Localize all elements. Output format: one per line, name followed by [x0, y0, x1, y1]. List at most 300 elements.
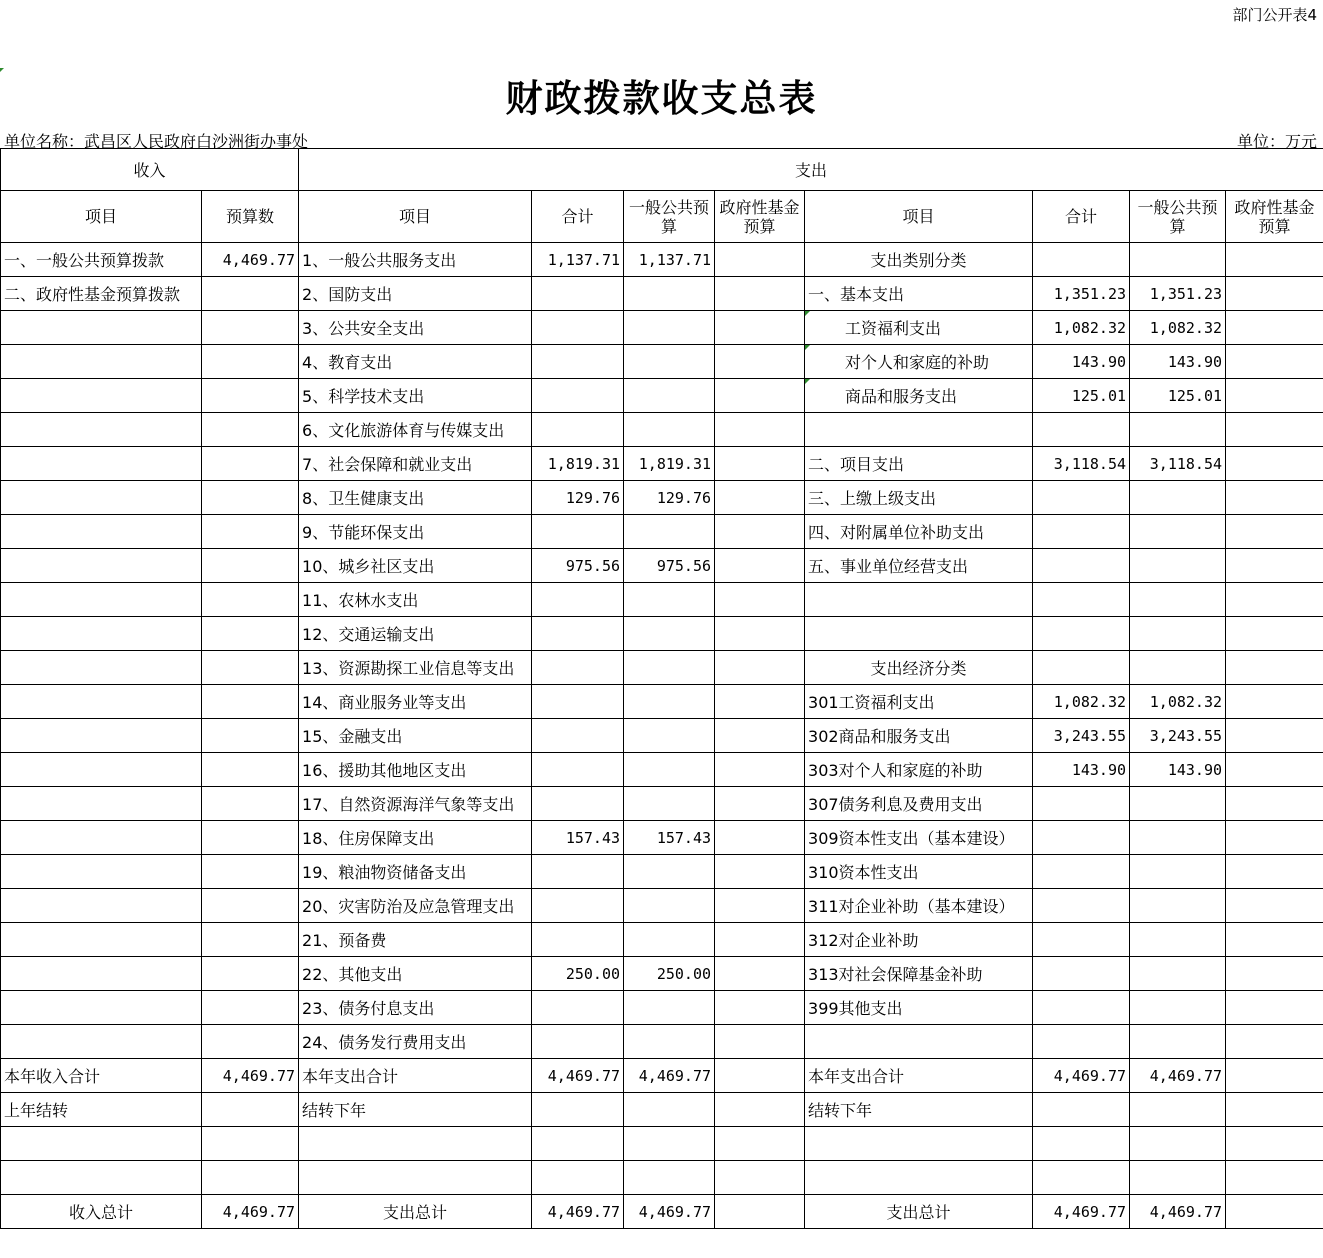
expense-fund-cell	[715, 1093, 805, 1127]
expense-total-cell	[532, 277, 624, 311]
income-group-header: 收入	[1, 149, 299, 191]
income-item-cell	[1, 311, 202, 345]
income-item-cell: 本年收入合计	[1, 1059, 202, 1093]
class-total-cell: 143.90	[1033, 345, 1130, 379]
expense-item-cell: 7、社会保障和就业支出	[299, 447, 532, 481]
expense-item-cell: 2、国防支出	[299, 277, 532, 311]
table-row	[1, 583, 1323, 617]
expense-total-cell	[532, 515, 624, 549]
fiscal-summary-table	[0, 148, 1323, 1229]
class-fund-header: 政府性基金预算	[1226, 191, 1323, 243]
class-fund-cell	[1226, 617, 1323, 651]
class-fund-cell	[1226, 1025, 1323, 1059]
table-row	[1, 719, 1323, 753]
class-total-cell: 4,469.77	[1033, 1059, 1130, 1093]
class-fund-cell	[1226, 583, 1323, 617]
table-row	[1, 821, 1323, 855]
class-total-cell	[1033, 1127, 1130, 1161]
class-total-cell	[1033, 413, 1130, 447]
class-general-cell: 3,118.54	[1130, 447, 1226, 481]
expense-total-cell	[532, 923, 624, 957]
class-total-cell: 125.01	[1033, 379, 1130, 413]
class-total-cell	[1033, 549, 1130, 583]
expense-fund-cell	[715, 379, 805, 413]
expense-item-cell: 4、教育支出	[299, 345, 532, 379]
expense-fund-cell	[715, 413, 805, 447]
class-general-cell	[1130, 243, 1226, 277]
table-row	[1, 1161, 1323, 1195]
income-budget-header: 预算数	[202, 191, 299, 243]
class-fund-cell	[1226, 345, 1323, 379]
table-row	[1, 345, 1323, 379]
class-fund-cell	[1226, 1195, 1323, 1229]
class-general-cell: 143.90	[1130, 753, 1226, 787]
currency-unit-label: 单位：万元	[1236, 132, 1317, 151]
class-total-cell: 1,082.32	[1033, 311, 1130, 345]
expense-total-cell	[532, 1093, 624, 1127]
expense-total-cell: 4,469.77	[532, 1059, 624, 1093]
income-item-cell	[1, 957, 202, 991]
expense-item-cell: 24、债务发行费用支出	[299, 1025, 532, 1059]
expense-item-cell: 14、商业服务业等支出	[299, 685, 532, 719]
class-total-cell: 3,118.54	[1033, 447, 1130, 481]
income-value-cell	[202, 889, 299, 923]
table-row	[1, 515, 1323, 549]
income-item-cell: 一、一般公共预算拨款	[1, 243, 202, 277]
expense-general-cell	[624, 277, 715, 311]
table-row	[1, 855, 1323, 889]
class-total-cell	[1033, 1093, 1130, 1127]
class-total-cell	[1033, 651, 1130, 685]
class-item-cell	[805, 1127, 1033, 1161]
income-value-cell	[202, 515, 299, 549]
class-general-cell	[1130, 1025, 1226, 1059]
class-general-cell	[1130, 413, 1226, 447]
class-fund-cell	[1226, 311, 1323, 345]
class-item-cell: 399其他支出	[805, 991, 1033, 1025]
income-item-cell	[1, 617, 202, 651]
expense-item-cell: 23、债务付息支出	[299, 991, 532, 1025]
expense-general-cell	[624, 1127, 715, 1161]
expense-general-cell: 129.76	[624, 481, 715, 515]
table-row	[1, 685, 1323, 719]
expense-item-cell: 20、灾害防治及应急管理支出	[299, 889, 532, 923]
income-value-cell	[202, 685, 299, 719]
unit-name-label: 单位名称：武昌区人民政府白沙洲街办事处	[4, 132, 309, 151]
expense-fund-cell	[715, 243, 805, 277]
class-fund-cell	[1226, 1127, 1323, 1161]
expense-fund-cell	[715, 1127, 805, 1161]
income-item-cell	[1, 651, 202, 685]
expense-fund-cell	[715, 889, 805, 923]
table-row	[1, 1195, 1323, 1229]
expense-total-cell: 4,469.77	[532, 1195, 624, 1229]
table-row	[1, 277, 1323, 311]
income-value-cell	[202, 1127, 299, 1161]
expense-general-cell: 1,137.71	[624, 243, 715, 277]
expense-fund-cell	[715, 651, 805, 685]
income-value-cell	[202, 1025, 299, 1059]
class-general-cell	[1130, 957, 1226, 991]
table-row	[1, 787, 1323, 821]
class-fund-cell	[1226, 1093, 1323, 1127]
expense-item-cell: 3、公共安全支出	[299, 311, 532, 345]
expense-total-cell	[532, 889, 624, 923]
class-item-cell: 商品和服务支出	[805, 379, 1033, 413]
class-fund-cell	[1226, 787, 1323, 821]
class-item-cell: 结转下年	[805, 1093, 1033, 1127]
class-total-cell	[1033, 617, 1130, 651]
income-item-cell	[1, 719, 202, 753]
income-value-cell: 4,469.77	[202, 1059, 299, 1093]
table-number-tag: 部门公开表4	[1232, 6, 1317, 24]
class-total-cell	[1033, 957, 1130, 991]
expense-fund-cell	[715, 311, 805, 345]
table-row	[1, 243, 1323, 277]
income-item-cell	[1, 889, 202, 923]
expense-item-cell: 17、自然资源海洋气象等支出	[299, 787, 532, 821]
table-row	[1, 481, 1323, 515]
class-fund-cell	[1226, 243, 1323, 277]
income-item-cell	[1, 1161, 202, 1195]
expense-total-cell	[532, 617, 624, 651]
class-fund-cell	[1226, 889, 1323, 923]
class-general-cell	[1130, 515, 1226, 549]
class-fund-cell	[1226, 719, 1323, 753]
income-item-cell	[1, 1025, 202, 1059]
table-row	[1, 957, 1323, 991]
table-row	[1, 1059, 1323, 1093]
table-row	[1, 413, 1323, 447]
expense-item-cell: 16、援助其他地区支出	[299, 753, 532, 787]
class-item-cell: 五、事业单位经营支出	[805, 549, 1033, 583]
expense-total-cell	[532, 651, 624, 685]
expense-total-cell	[532, 991, 624, 1025]
expense-general-cell	[624, 617, 715, 651]
expense-general-cell	[624, 515, 715, 549]
class-total-cell	[1033, 923, 1130, 957]
class-item-cell: 对个人和家庭的补助	[805, 345, 1033, 379]
class-fund-cell	[1226, 923, 1323, 957]
income-value-cell	[202, 991, 299, 1025]
income-item-cell	[1, 855, 202, 889]
class-item-cell: 工资福利支出	[805, 311, 1033, 345]
table-row	[1, 651, 1323, 685]
expense-item-cell: 本年支出合计	[299, 1059, 532, 1093]
class-item-cell: 309资本性支出（基本建设）	[805, 821, 1033, 855]
class-general-cell: 4,469.77	[1130, 1195, 1226, 1229]
table-row	[1, 311, 1323, 345]
income-value-cell	[202, 277, 299, 311]
expense-item-cell: 21、预备费	[299, 923, 532, 957]
income-value-cell: 4,469.77	[202, 1195, 299, 1229]
expense-item-cell: 18、住房保障支出	[299, 821, 532, 855]
class-total-cell	[1033, 821, 1130, 855]
expense-total-cell	[532, 1161, 624, 1195]
expense-item-cell: 11、农林水支出	[299, 583, 532, 617]
class-item-cell	[805, 583, 1033, 617]
expense-total-header: 合计	[532, 191, 624, 243]
expense-item-cell: 22、其他支出	[299, 957, 532, 991]
expense-fund-cell	[715, 447, 805, 481]
class-general-cell	[1130, 481, 1226, 515]
expense-fund-cell	[715, 957, 805, 991]
income-value-cell	[202, 481, 299, 515]
expense-general-cell	[624, 787, 715, 821]
expense-general-cell	[624, 583, 715, 617]
expense-total-cell	[532, 719, 624, 753]
expense-fund-cell	[715, 787, 805, 821]
expense-item-cell: 13、资源勘探工业信息等支出	[299, 651, 532, 685]
income-item-cell	[1, 583, 202, 617]
table-row	[1, 753, 1323, 787]
income-value-cell	[202, 923, 299, 957]
class-total-cell	[1033, 991, 1130, 1025]
class-general-cell: 1,351.23	[1130, 277, 1226, 311]
expense-fund-cell	[715, 923, 805, 957]
expense-item-cell: 支出总计	[299, 1195, 532, 1229]
expense-fund-cell	[715, 1025, 805, 1059]
expense-item-cell	[299, 1127, 532, 1161]
expense-fund-cell	[715, 277, 805, 311]
income-value-cell	[202, 413, 299, 447]
class-item-cell: 支出经济分类	[805, 651, 1033, 685]
class-general-cell: 3,243.55	[1130, 719, 1226, 753]
expense-general-cell	[624, 719, 715, 753]
table-row	[1, 1025, 1323, 1059]
class-general-cell	[1130, 889, 1226, 923]
class-general-cell	[1130, 787, 1226, 821]
class-item-cell: 301工资福利支出	[805, 685, 1033, 719]
expense-total-cell: 250.00	[532, 957, 624, 991]
class-total-cell	[1033, 243, 1130, 277]
expense-fund-cell	[715, 481, 805, 515]
expense-item-cell: 8、卫生健康支出	[299, 481, 532, 515]
expense-general-cell	[624, 413, 715, 447]
class-general-cell	[1130, 617, 1226, 651]
expense-fund-header: 政府性基金预算	[715, 191, 805, 243]
class-total-cell	[1033, 1161, 1130, 1195]
table-row	[1, 617, 1323, 651]
expense-group-header: 支出	[299, 149, 1323, 191]
class-fund-cell	[1226, 685, 1323, 719]
page-title: 财政拨款收支总表	[505, 76, 818, 120]
table-row	[1, 889, 1323, 923]
income-value-cell	[202, 447, 299, 481]
table-row	[1, 1127, 1323, 1161]
expense-general-cell	[624, 379, 715, 413]
expense-total-cell	[532, 787, 624, 821]
income-item-cell	[1, 413, 202, 447]
class-total-cell	[1033, 855, 1130, 889]
expense-item-cell: 5、科学技术支出	[299, 379, 532, 413]
income-item-cell	[1, 515, 202, 549]
class-item-cell: 支出总计	[805, 1195, 1033, 1229]
expense-item-cell: 1、一般公共服务支出	[299, 243, 532, 277]
expense-fund-cell	[715, 617, 805, 651]
class-total-cell	[1033, 515, 1130, 549]
income-item-cell: 上年结转	[1, 1093, 202, 1127]
class-fund-cell	[1226, 481, 1323, 515]
class-general-cell: 1,082.32	[1130, 685, 1226, 719]
expense-fund-cell	[715, 991, 805, 1025]
class-total-cell: 1,351.23	[1033, 277, 1130, 311]
expense-item-cell: 结转下年	[299, 1093, 532, 1127]
class-general-cell	[1130, 1161, 1226, 1195]
table-row	[1, 991, 1323, 1025]
expense-general-cell	[624, 855, 715, 889]
expense-total-cell	[532, 855, 624, 889]
expense-general-cell: 250.00	[624, 957, 715, 991]
expense-item-cell	[299, 1161, 532, 1195]
expense-fund-cell	[715, 1059, 805, 1093]
class-total-cell	[1033, 889, 1130, 923]
table-row	[1, 1093, 1323, 1127]
income-item-cell	[1, 379, 202, 413]
income-item-cell: 二、政府性基金预算拨款	[1, 277, 202, 311]
table-row	[1, 549, 1323, 583]
class-item-cell: 一、基本支出	[805, 277, 1033, 311]
income-item-cell	[1, 787, 202, 821]
class-total-cell: 143.90	[1033, 753, 1130, 787]
expense-item-cell: 19、粮油物资储备支出	[299, 855, 532, 889]
class-fund-cell	[1226, 1059, 1323, 1093]
expense-fund-cell	[715, 1195, 805, 1229]
income-item-header: 项目	[1, 191, 202, 243]
income-item-cell	[1, 685, 202, 719]
class-fund-cell	[1226, 753, 1323, 787]
income-value-cell: 4,469.77	[202, 243, 299, 277]
class-item-cell: 310资本性支出	[805, 855, 1033, 889]
income-value-cell	[202, 787, 299, 821]
class-total-cell	[1033, 583, 1130, 617]
expense-general-cell: 1,819.31	[624, 447, 715, 481]
class-item-cell	[805, 1025, 1033, 1059]
income-item-cell	[1, 549, 202, 583]
income-item-cell	[1, 447, 202, 481]
class-item-header: 项目	[805, 191, 1033, 243]
expense-general-cell: 157.43	[624, 821, 715, 855]
expense-total-cell: 1,819.31	[532, 447, 624, 481]
income-value-cell	[202, 753, 299, 787]
expense-general-cell	[624, 753, 715, 787]
class-total-cell: 1,082.32	[1033, 685, 1130, 719]
expense-total-cell	[532, 311, 624, 345]
class-total-cell	[1033, 1025, 1130, 1059]
class-total-header: 合计	[1033, 191, 1130, 243]
income-value-cell	[202, 719, 299, 753]
income-value-cell	[202, 1161, 299, 1195]
expense-total-cell	[532, 413, 624, 447]
class-total-cell: 4,469.77	[1033, 1195, 1130, 1229]
class-general-cell	[1130, 583, 1226, 617]
income-item-cell	[1, 481, 202, 515]
expense-total-cell: 975.56	[532, 549, 624, 583]
expense-total-cell: 1,137.71	[532, 243, 624, 277]
class-general-cell: 143.90	[1130, 345, 1226, 379]
class-fund-cell	[1226, 379, 1323, 413]
expense-general-header: 一般公共预算	[624, 191, 715, 243]
income-value-cell	[202, 583, 299, 617]
class-general-header: 一般公共预算	[1130, 191, 1226, 243]
income-item-cell: 收入总计	[1, 1195, 202, 1229]
class-fund-cell	[1226, 1161, 1323, 1195]
expense-item-cell: 12、交通运输支出	[299, 617, 532, 651]
expense-total-cell	[532, 1127, 624, 1161]
expense-general-cell	[624, 923, 715, 957]
expense-item-cell: 10、城乡社区支出	[299, 549, 532, 583]
expense-total-cell	[532, 583, 624, 617]
expense-fund-cell	[715, 583, 805, 617]
income-item-cell	[1, 923, 202, 957]
expense-general-cell: 4,469.77	[624, 1059, 715, 1093]
expense-total-cell	[532, 379, 624, 413]
table-row	[1, 923, 1323, 957]
expense-item-cell: 9、节能环保支出	[299, 515, 532, 549]
expense-fund-cell	[715, 1161, 805, 1195]
class-item-cell: 312对企业补助	[805, 923, 1033, 957]
expense-fund-cell	[715, 345, 805, 379]
income-value-cell	[202, 855, 299, 889]
class-item-cell: 支出类别分类	[805, 243, 1033, 277]
expense-general-cell	[624, 345, 715, 379]
expense-total-cell: 129.76	[532, 481, 624, 515]
class-general-cell	[1130, 855, 1226, 889]
expense-fund-cell	[715, 821, 805, 855]
class-item-cell	[805, 413, 1033, 447]
expense-fund-cell	[715, 719, 805, 753]
class-fund-cell	[1226, 821, 1323, 855]
expense-general-cell	[624, 651, 715, 685]
class-fund-cell	[1226, 991, 1323, 1025]
income-value-cell	[202, 379, 299, 413]
income-item-cell	[1, 1127, 202, 1161]
income-value-cell	[202, 651, 299, 685]
class-general-cell	[1130, 821, 1226, 855]
table-row	[1, 447, 1323, 481]
income-value-cell	[202, 957, 299, 991]
expense-general-cell	[624, 1093, 715, 1127]
class-fund-cell	[1226, 549, 1323, 583]
class-general-cell: 4,469.77	[1130, 1059, 1226, 1093]
expense-total-cell: 157.43	[532, 821, 624, 855]
class-general-cell	[1130, 651, 1226, 685]
class-item-cell: 303对个人和家庭的补助	[805, 753, 1033, 787]
class-general-cell: 125.01	[1130, 379, 1226, 413]
class-item-cell: 三、上缴上级支出	[805, 481, 1033, 515]
expense-general-cell: 4,469.77	[624, 1195, 715, 1229]
income-item-cell	[1, 345, 202, 379]
expense-general-cell	[624, 1025, 715, 1059]
class-general-cell	[1130, 991, 1226, 1025]
expense-fund-cell	[715, 549, 805, 583]
class-item-cell: 二、项目支出	[805, 447, 1033, 481]
expense-fund-cell	[715, 855, 805, 889]
class-item-cell: 302商品和服务支出	[805, 719, 1033, 753]
expense-item-cell: 15、金融支出	[299, 719, 532, 753]
expense-general-cell	[624, 685, 715, 719]
class-total-cell	[1033, 481, 1130, 515]
income-item-cell	[1, 753, 202, 787]
table-row	[1, 379, 1323, 413]
expense-fund-cell	[715, 685, 805, 719]
class-general-cell	[1130, 1127, 1226, 1161]
income-value-cell	[202, 1093, 299, 1127]
class-fund-cell	[1226, 855, 1323, 889]
class-item-cell	[805, 1161, 1033, 1195]
class-total-cell: 3,243.55	[1033, 719, 1130, 753]
class-fund-cell	[1226, 277, 1323, 311]
